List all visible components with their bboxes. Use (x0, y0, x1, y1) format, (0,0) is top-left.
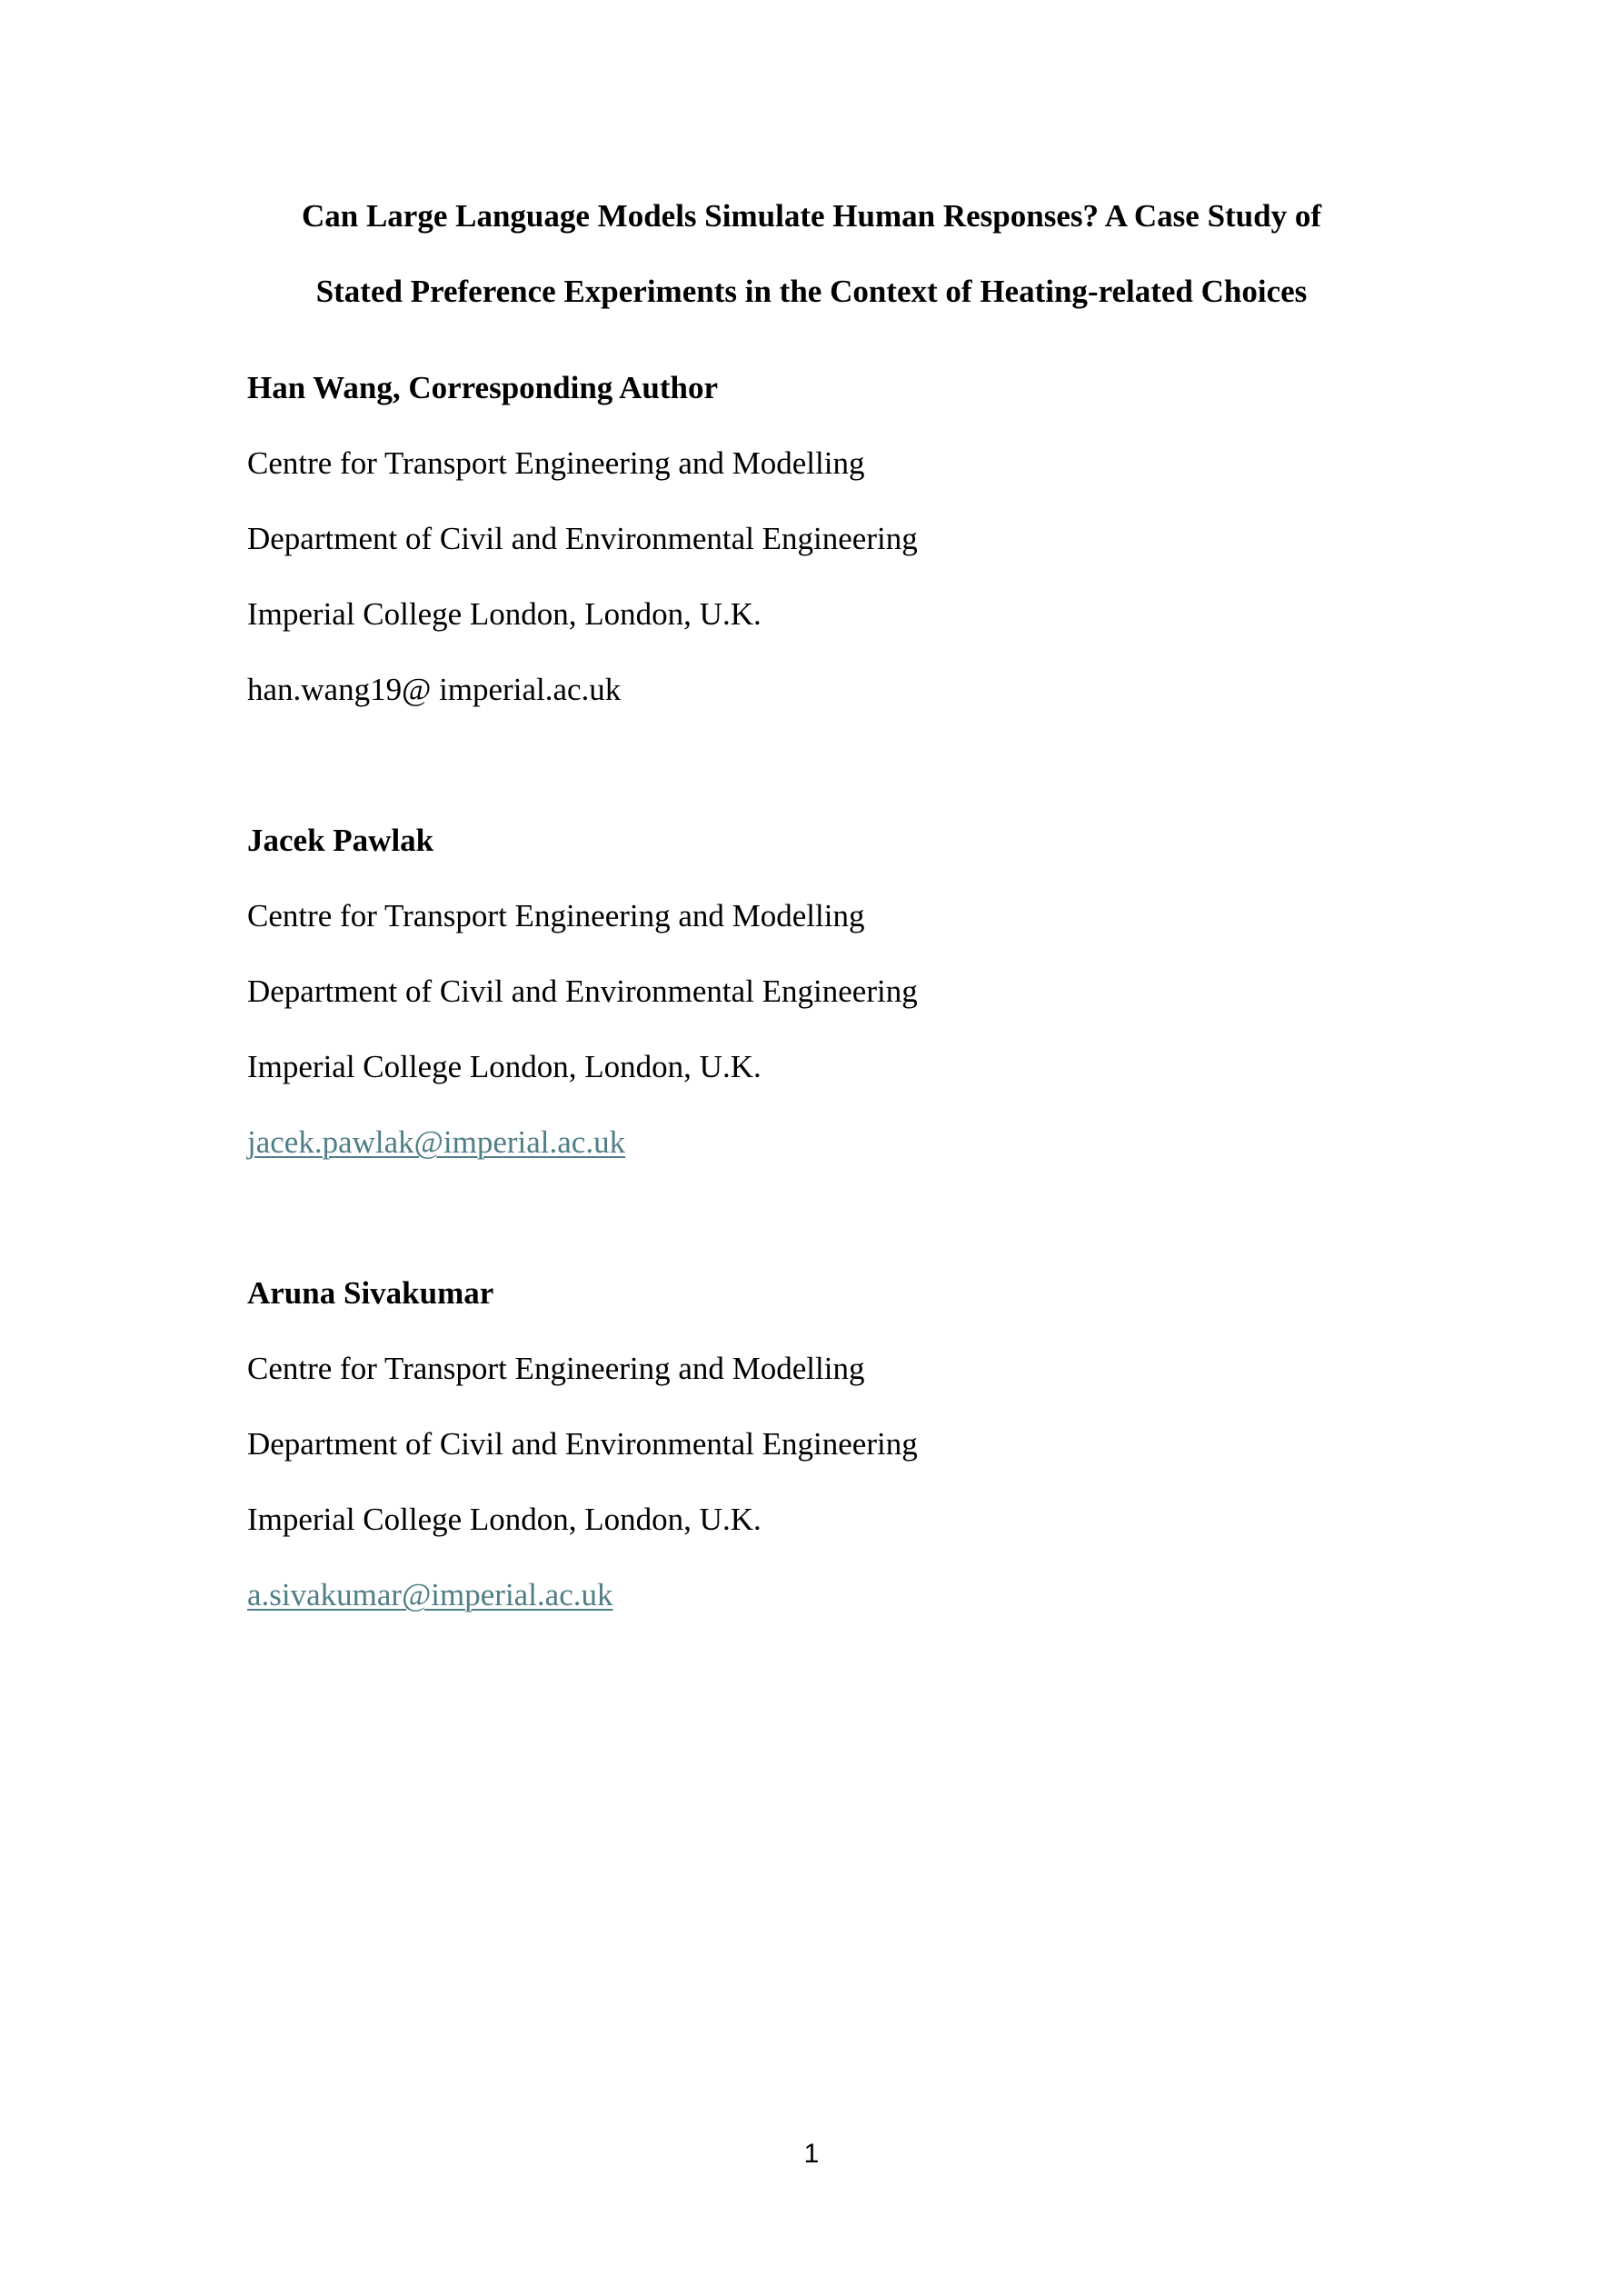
author-3-affiliation-department: Department of Civil and Environmental Engineering (247, 1426, 918, 1462)
author-3-affiliation-centre: Centre for Transport Engineering and Modelling (247, 1351, 865, 1386)
author-2-email-link[interactable]: jacek.pawlak@imperial.ac.uk (247, 1124, 626, 1160)
author-2-affiliation-institution: Imperial College London, London, U.K. (247, 1049, 762, 1084)
author-1-affiliation-department: Department of Civil and Environmental Engineering (247, 521, 918, 556)
author-2-affiliation-department: Department of Civil and Environmental Engineering (247, 973, 918, 1009)
paper-title-line-2: Stated Preference Experiments in the Context of Heating-related Choices (315, 274, 1308, 309)
author-2-name: Jacek Pawlak (247, 823, 434, 858)
author-3-affiliation-institution: Imperial College London, London, U.K. (247, 1502, 762, 1537)
author-3-name: Aruna Sivakumar (247, 1275, 494, 1311)
author-1-affiliation-centre: Centre for Transport Engineering and Modelling (247, 445, 865, 481)
paper-title-line-1: Can Large Language Models Simulate Human Responses? A Case Study of (301, 198, 1322, 234)
author-1-name: Han Wang, Corresponding Author (247, 370, 719, 405)
author-3-email-link[interactable]: a.sivakumar@imperial.ac.uk (247, 1577, 613, 1612)
page-number: 1 (803, 2139, 820, 2169)
author-1-affiliation-institution: Imperial College London, London, U.K. (247, 596, 762, 632)
author-2-affiliation-centre: Centre for Transport Engineering and Modelling (247, 898, 865, 933)
author-1-email: han.wang19@ imperial.ac.uk (247, 672, 622, 707)
